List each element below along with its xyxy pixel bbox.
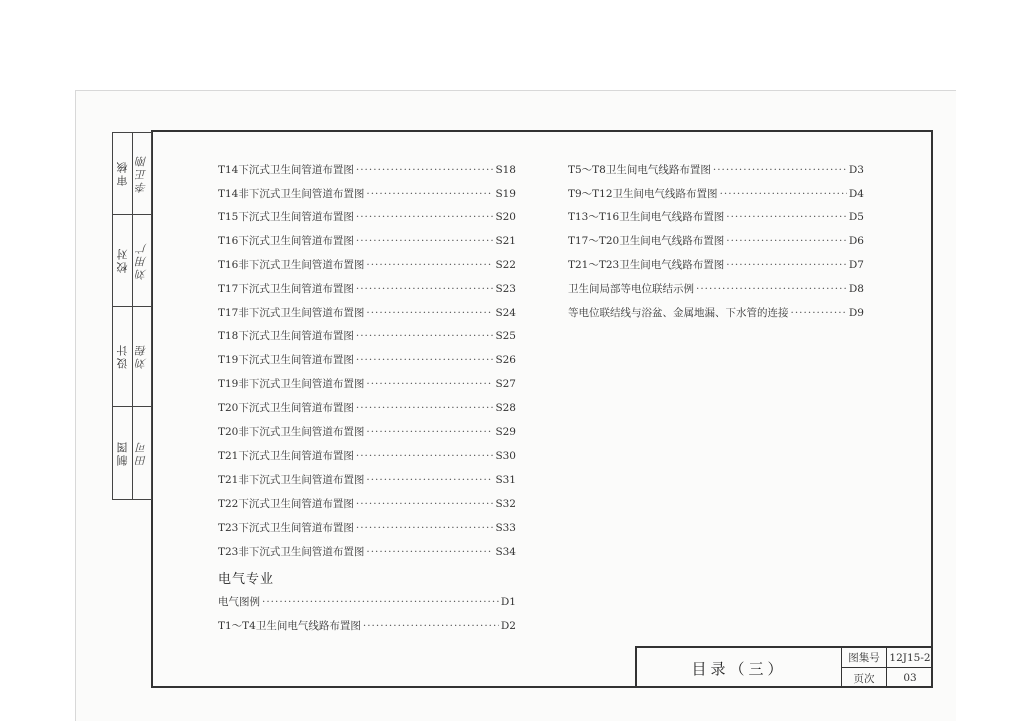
signoff-signature: 刘用广	[135, 241, 148, 280]
toc-entry: T16非下沉式卫生间管道布置图 ····· S22	[218, 257, 516, 272]
toc-entry: T19下沉式卫生间管道布置图 ····· S26	[218, 352, 516, 367]
toc-entry: T19非下沉式卫生间管道布置图 ····· S27	[218, 376, 516, 391]
toc-entry: T9～T12卫生间电气线路布置图 ····· D4	[568, 186, 864, 201]
signoff-drafting	[113, 407, 151, 499]
toc-entry: T1～T4卫生间电气线路布置图 ····· D2	[218, 618, 516, 633]
toc-entry: T21非下沉式卫生间管道布置图 ····· S31	[218, 472, 516, 487]
toc-entry: 电气图例 ····· D1	[218, 594, 516, 609]
toc-entry: T14非下沉式卫生间管道布置图 ····· S19	[218, 186, 516, 201]
toc-entry: T20下沉式卫生间管道布置图 ····· S28	[218, 400, 516, 415]
toc-entry: 卫生间局部等电位联结示例 ····· D8	[568, 281, 864, 296]
section-heading-electrical: 电气专业	[218, 572, 275, 587]
toc-entry: T20非下沉式卫生间管道布置图 ····· S29	[218, 424, 516, 439]
toc-entry: T15下沉式卫生间管道布置图 ····· S20	[218, 209, 516, 224]
signoff-review	[113, 133, 151, 215]
toc-entry: T22下沉式卫生间管道布置图 ····· S32	[218, 496, 516, 511]
toc-entry: T13～T16卫生间电气线路布置图 ····· D5	[568, 209, 864, 224]
atlas-number-value: 12J15-2	[887, 648, 933, 668]
toc-entry: T14下沉式卫生间管道布置图 ····· S18	[218, 162, 516, 177]
signoff-proofread	[113, 215, 151, 307]
toc-entry: T17非下沉式卫生间管道布置图 ····· S24	[218, 305, 516, 320]
signoff-label: 设计	[116, 343, 129, 370]
signoff-label: 校对	[116, 247, 129, 274]
signoff-signature: 田可	[135, 440, 148, 466]
page-title: 目录（三）	[637, 648, 842, 688]
atlas-number-label: 图集号	[842, 648, 887, 668]
page-number-value: 03	[903, 672, 917, 684]
signoff-signature: 刘程	[135, 343, 148, 370]
toc-entry: T23非下沉式卫生间管道布置图 ····· S34	[218, 544, 516, 559]
toc-entry: T17～T20卫生间电气线路布置图 ····· D6	[568, 233, 864, 248]
toc-entry: 等电位联结线与浴盆、金属地漏、下水管的连接 ····· D9	[568, 305, 864, 320]
toc-entry: T5～T8卫生间电气线路布置图 ····· D3	[568, 162, 864, 177]
signoff-label: 审核	[116, 160, 129, 187]
signoff-design	[113, 307, 151, 407]
toc-entry: T23下沉式卫生间管道布置图 ····· S33	[218, 520, 516, 535]
signoff-label: 制图	[116, 440, 129, 466]
toc-entry: T21下沉式卫生间管道布置图 ····· S30	[218, 448, 516, 463]
signoff-signature: 李正刚	[135, 154, 148, 193]
title-block	[635, 646, 933, 688]
toc-entry: T21～T23卫生间电气线路布置图 ····· D7	[568, 257, 864, 272]
toc-entry: T17下沉式卫生间管道布置图 ····· S23	[218, 281, 516, 296]
signoff-strip	[112, 132, 152, 500]
toc-entry: T16下沉式卫生间管道布置图 ····· S21	[218, 233, 516, 248]
toc-entry: T18下沉式卫生间管道布置图 ····· S25	[218, 328, 516, 343]
page-number-label: 页次	[842, 668, 887, 688]
